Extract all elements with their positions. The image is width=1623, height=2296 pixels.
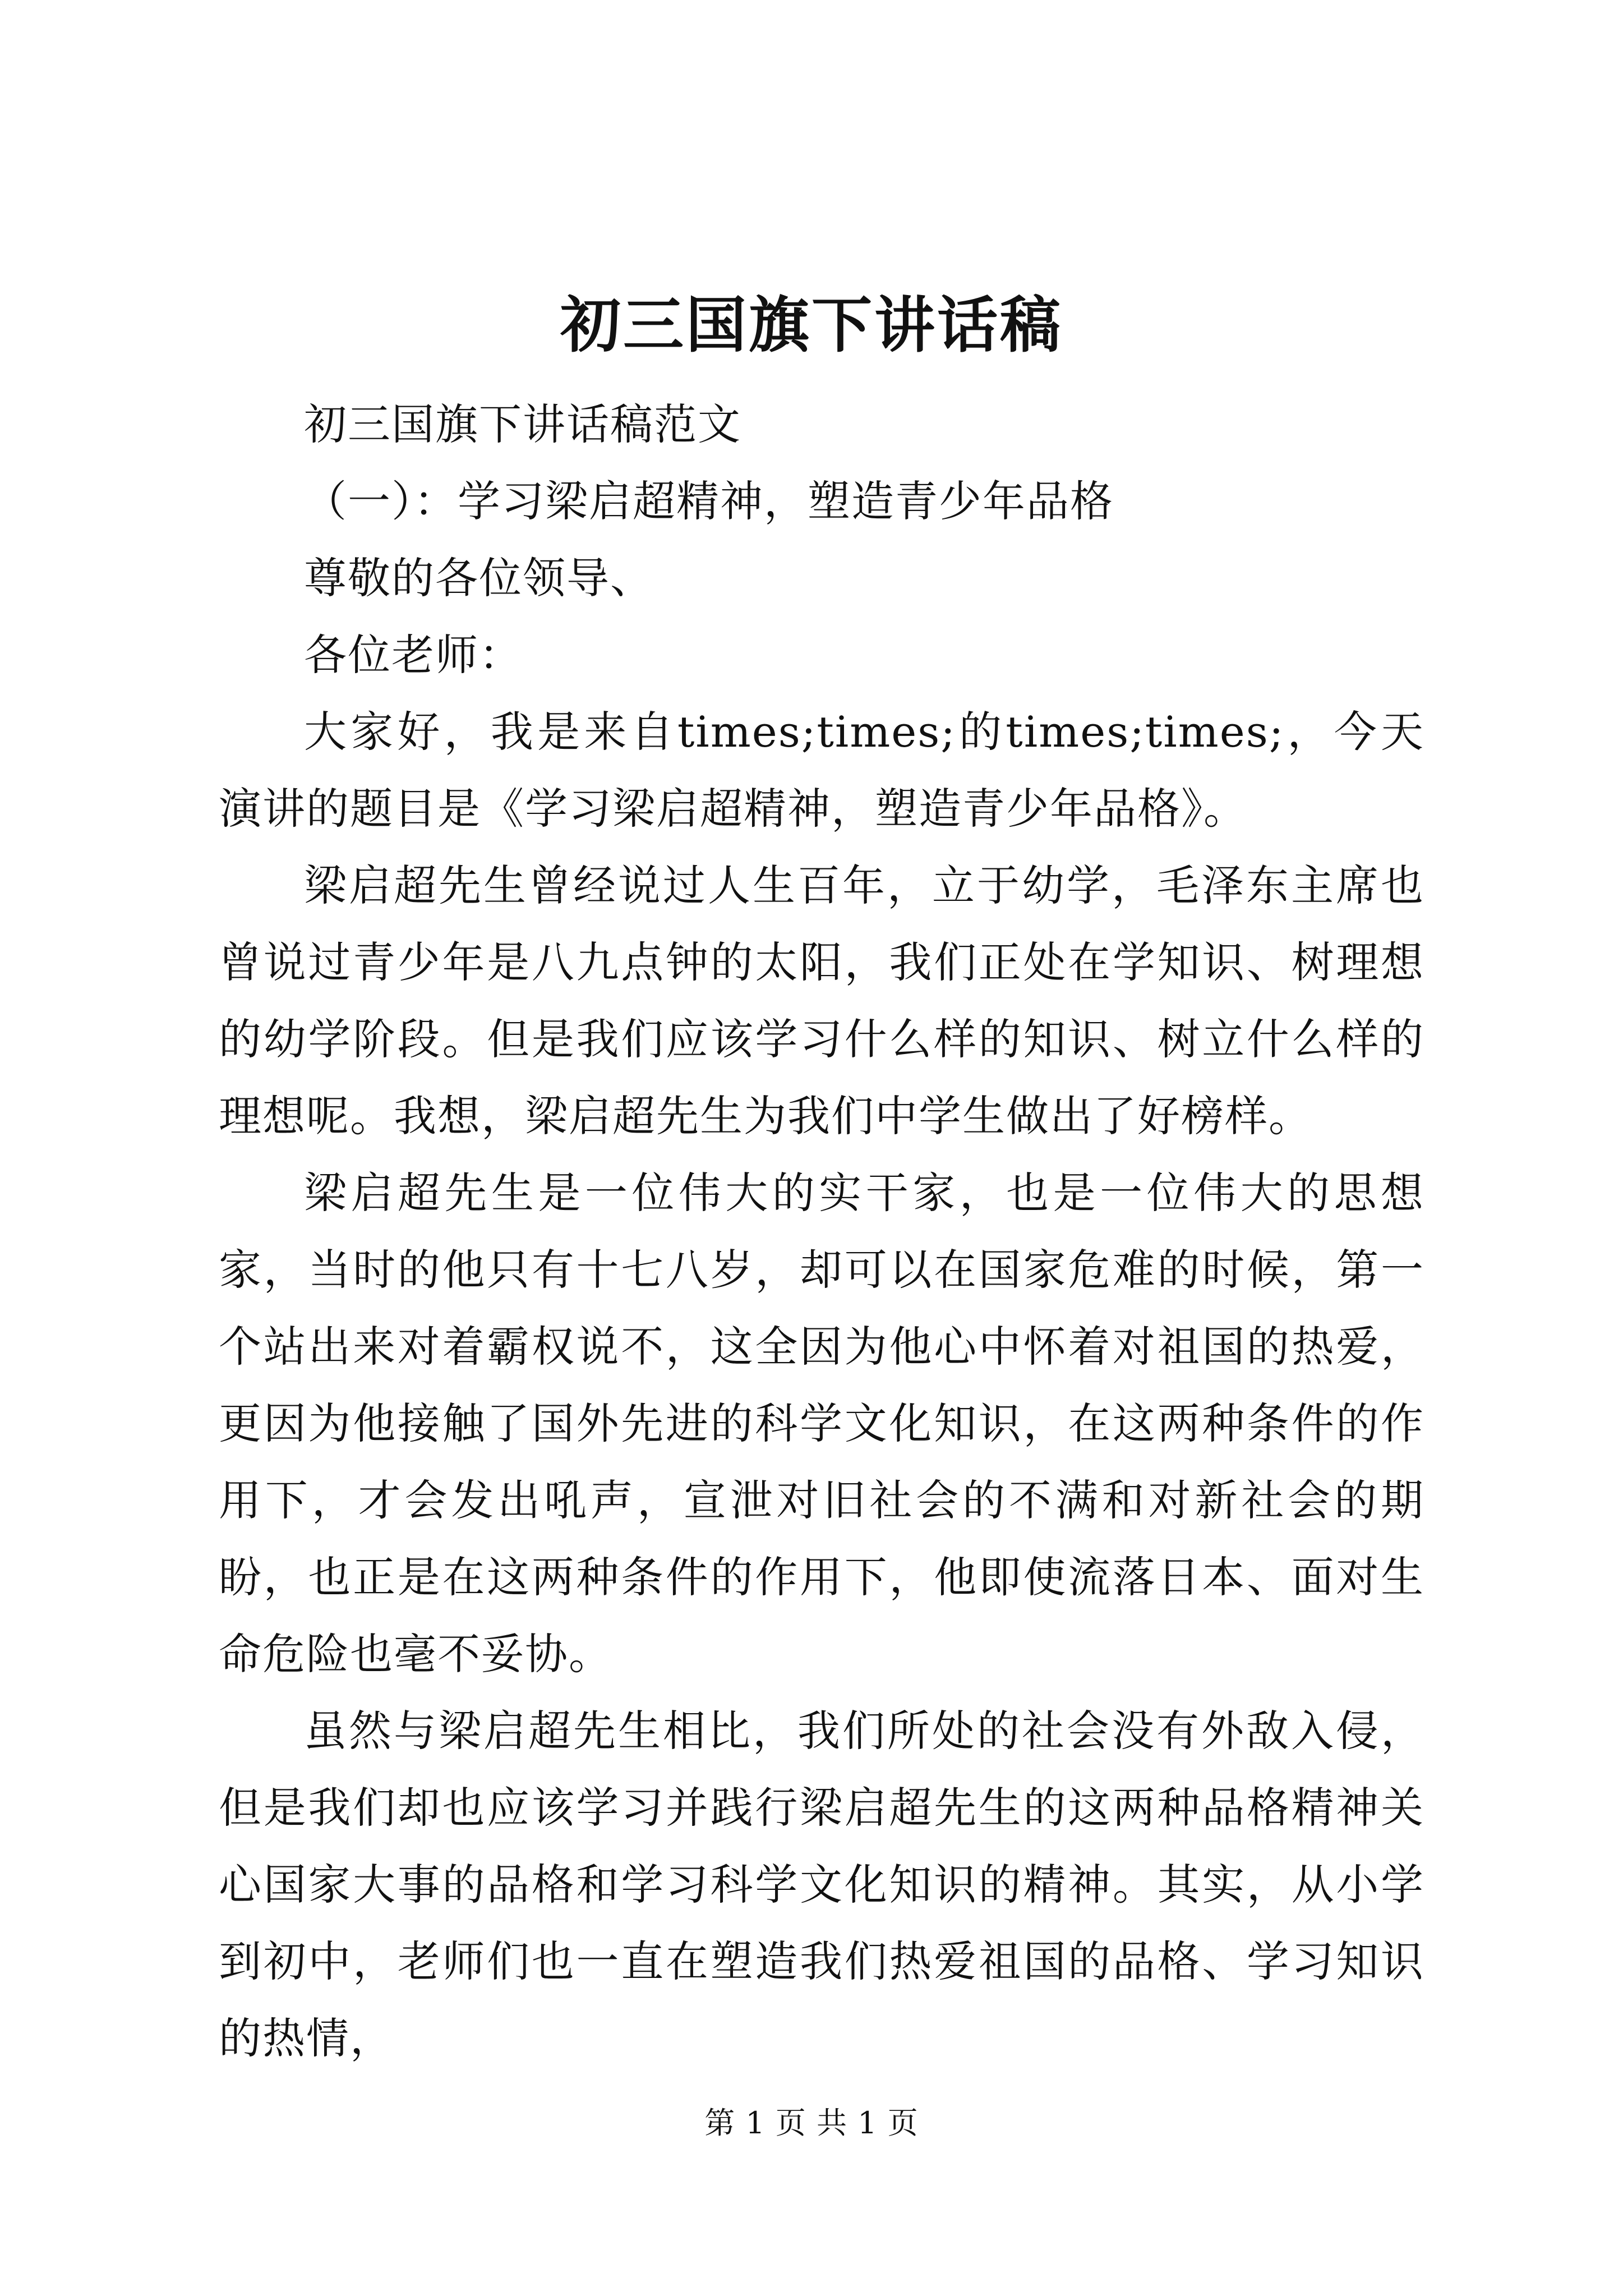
paragraph-greeting: 大家好，我是来自times;times;的times;times;，今天演讲的题目是《学习梁启超精神，塑造青少年品格》。: [219, 707, 1424, 834]
paragraph-salutation-teachers: 各位老师：: [304, 630, 523, 680]
paragraph-body-3: 虽然与梁启超先生相比，我们所处的社会没有外敌入侵，但是我们却也应该学习并践行梁启超先生的这两种品格精神关心国家大事的品格和学习科学文化知识的精神。其实，从小学到初中，老师们也一直在塑造我们热爱祖国的品格、学习知识的热情，: [219, 1706, 1424, 2063]
page-footer: 第 1 页 共 1 页: [704, 2105, 919, 2141]
paragraph-section-heading: （一）：学习梁启超精神，塑造青少年品格: [304, 476, 1114, 526]
paragraph-body-2: 梁启超先生是一位伟大的实干家，也是一位伟大的思想家，当时的他只有十七八岁，却可以在国家危难的时候，第一个站出来对着霸权说不，这全因为他心中怀着对祖国的热爱，更因为他接触了国外先进的科学文化知识，在这两种条件的作用下，才会发出吼声，宣泄对旧社会的不满和对新社会的期盼，也正是在这两种条件的作用下，他即使流落日本、面对生命危险也毫不妥协。: [219, 1168, 1424, 1679]
document-title: 初三国旗下讲话稿: [560, 290, 1063, 361]
paragraph-salutation-leaders: 尊敬的各位领导、: [304, 553, 654, 603]
paragraph-body-1: 梁启超先生曾经说过人生百年，立于幼学，毛泽东主席也曾说过青少年是八九点钟的太阳，我们正处在学知识、树理想的幼学阶段。但是我们应该学习什么样的知识、树立什么样的理想呢。我想，梁启超先生为我们中学生做出了好榜样。: [219, 861, 1424, 1141]
document-body: [219, 386, 1424, 2077]
paragraph-subtitle: 初三国旗下讲话稿范文: [304, 399, 741, 449]
